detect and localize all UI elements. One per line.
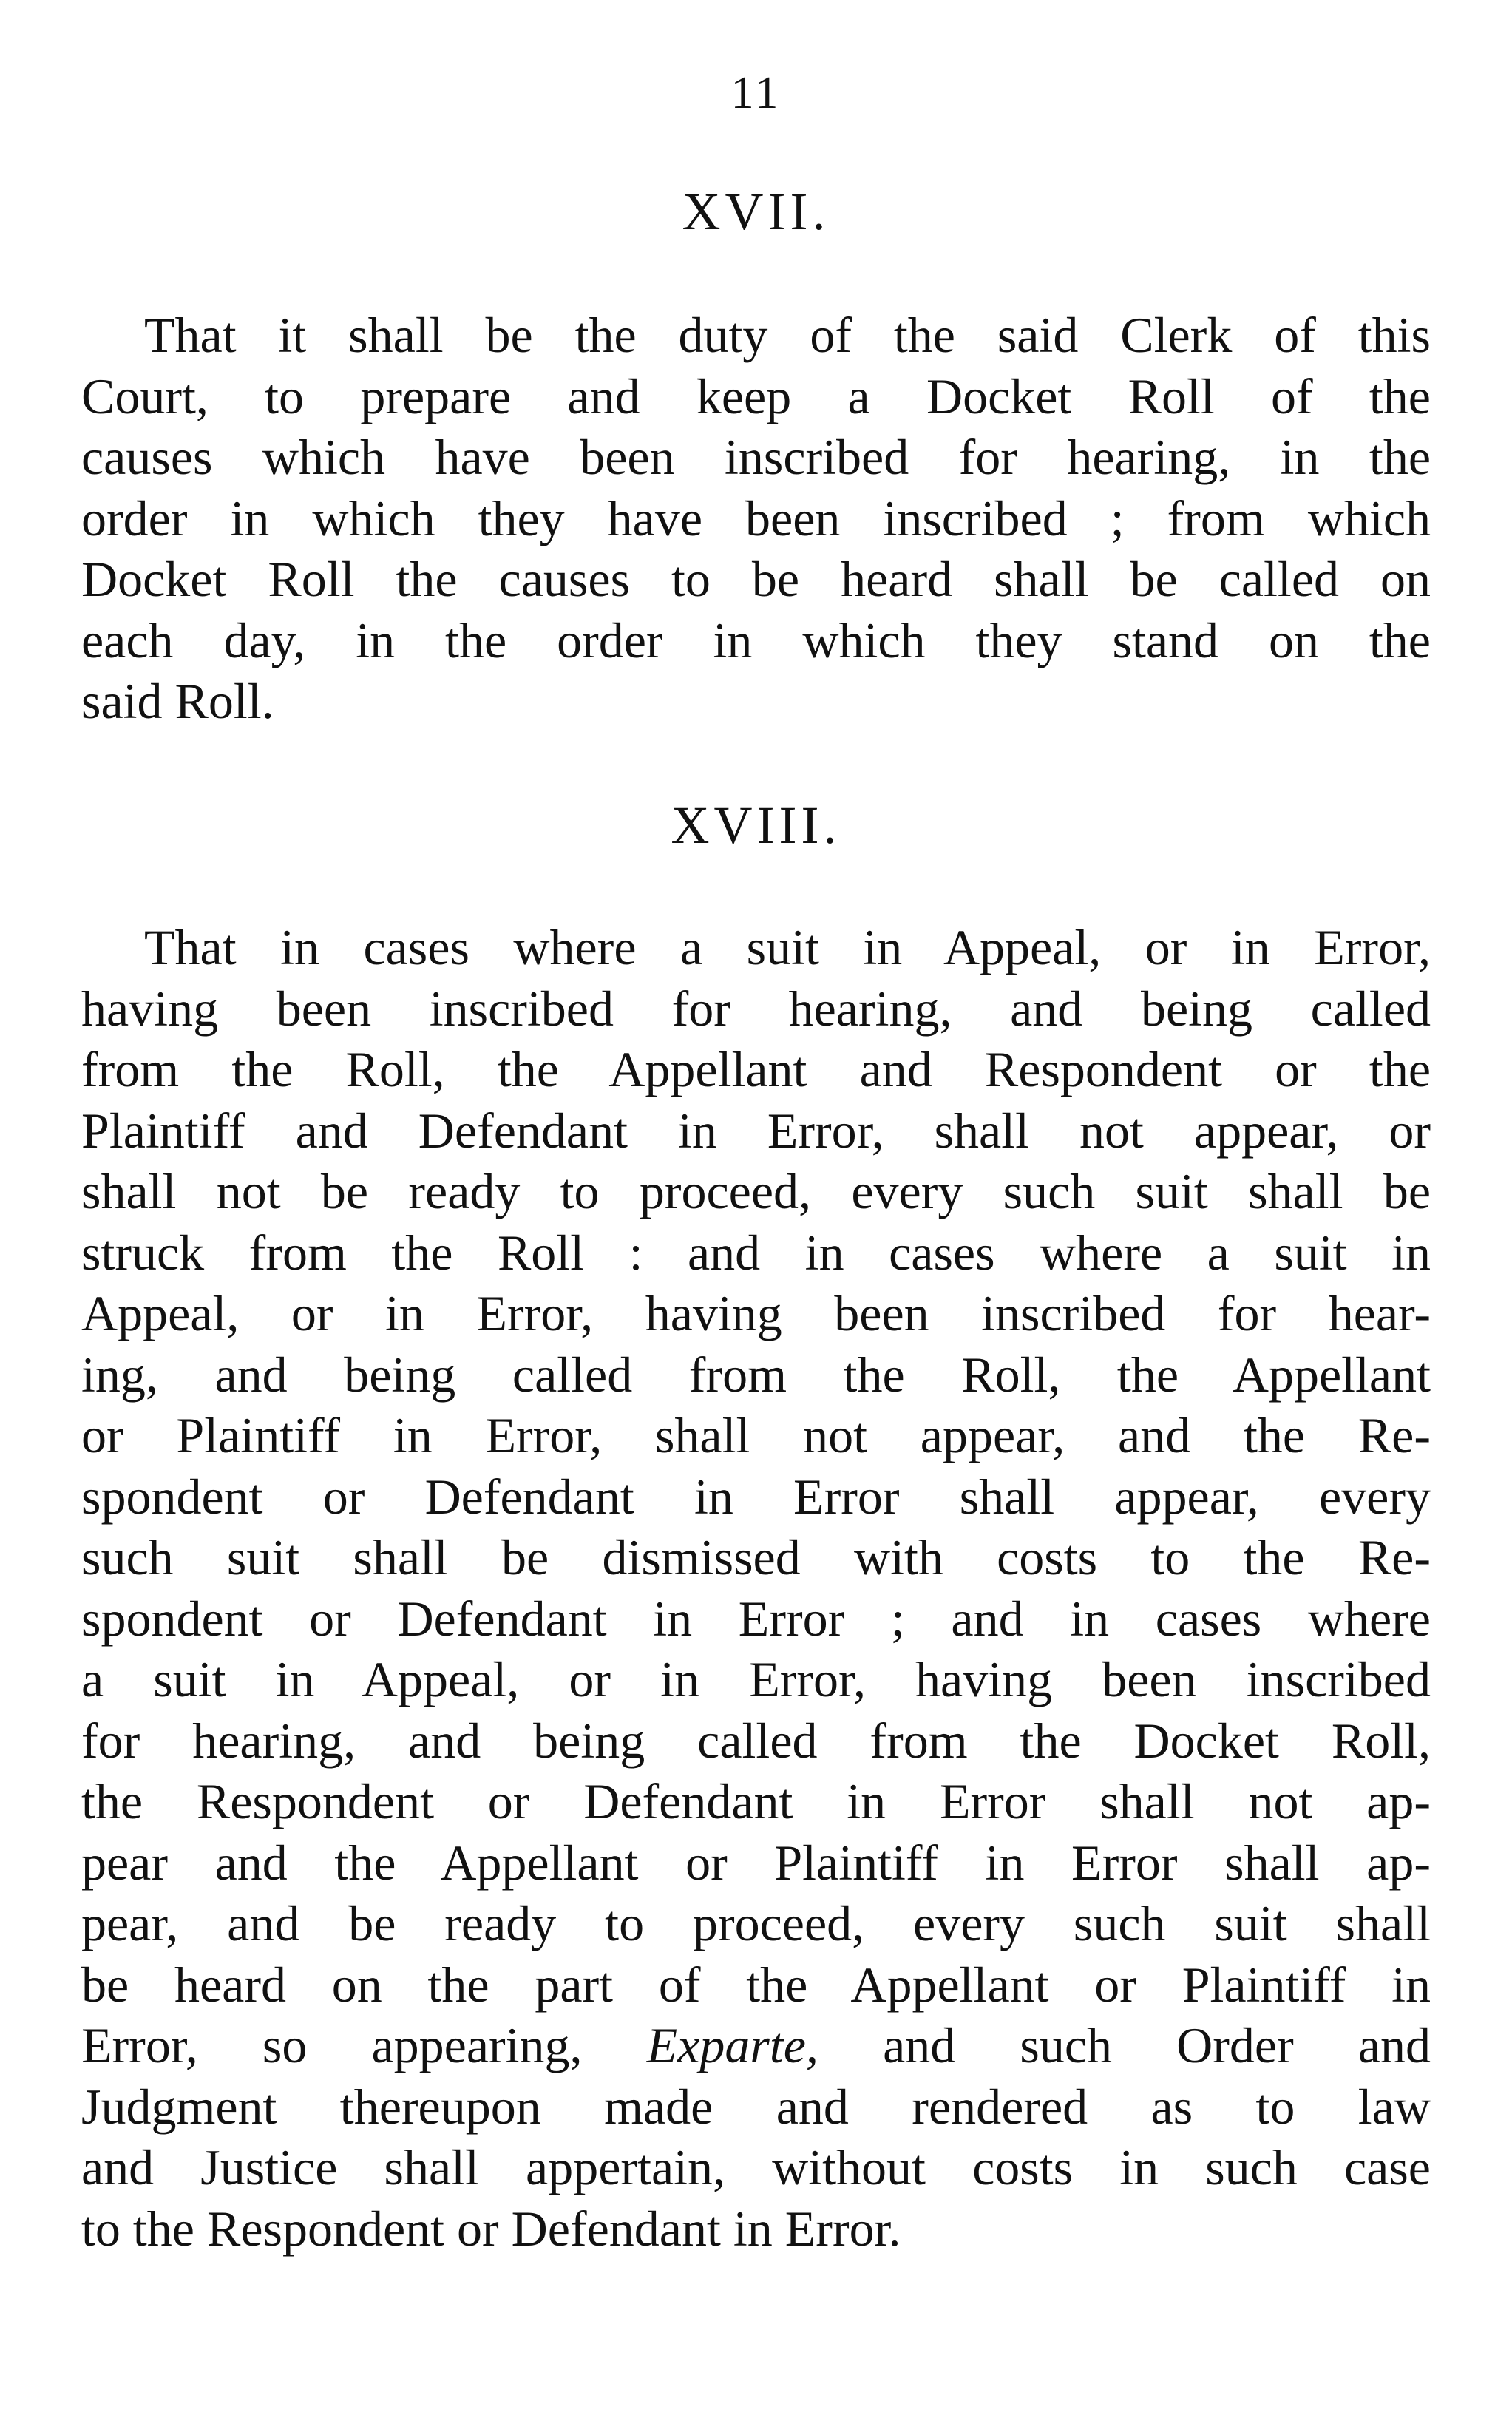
paragraph-line: spondent or Defendant in Error ; and in cases where xyxy=(81,1590,1431,1647)
paragraph-line: shall not be ready to proceed, every such suit shall be xyxy=(81,1163,1431,1219)
paragraph-line: ing, and being called from the Roll, the Appellant xyxy=(81,1346,1431,1403)
paragraph-line: the Respondent or Defendant in Error shall not ap- xyxy=(81,1773,1431,1829)
paragraph-line: from the Roll, the Appellant and Respondent or the xyxy=(81,1041,1431,1097)
paragraph-line: order in which they have been inscribed ; from which xyxy=(81,490,1431,546)
paragraph-line: for hearing, and being called from the Docket Roll, xyxy=(81,1712,1431,1769)
section-paragraph-xviii xyxy=(81,917,1431,2259)
paragraph-line: pear, and be ready to proceed, every such suit shall xyxy=(81,1895,1431,1951)
paragraph-line: be heard on the part of the Appellant or Plaintiff in xyxy=(81,1956,1431,2013)
paragraph-line-mixed xyxy=(81,2015,1431,2076)
paragraph-line: having been inscribed for hearing, and being called xyxy=(81,980,1431,1037)
paragraph-line: Court, to prepare and keep a Docket Roll of the xyxy=(81,367,1431,424)
paragraph-line: said Roll. xyxy=(81,673,274,729)
paragraph-line: to the Respondent or Defendant in Error. xyxy=(81,2200,901,2257)
section-heading-xvii: XVII. xyxy=(682,182,830,241)
section-heading-xviii: XVIII. xyxy=(671,796,841,855)
paragraph-line: struck from the Roll : and in cases where a suit in xyxy=(81,1224,1431,1281)
paragraph-line: such suit shall be dismissed with costs to the Re- xyxy=(81,1529,1431,1585)
paragraph-line: That in cases where a suit in Appeal, or in Error, xyxy=(144,919,1431,975)
paragraph-line: Plaintiff and Defendant in Error, shall not appear, or xyxy=(81,1102,1431,1159)
paragraph-line-part: and such Order and xyxy=(883,2017,1431,2073)
paragraph-line: causes which have been inscribed for hearing, in the xyxy=(81,429,1431,485)
paragraph-line: a suit in Appeal, or in Error, having been inscribed xyxy=(81,1651,1431,1707)
paragraph-line: and Justice shall appertain, without costs in such case xyxy=(81,2139,1431,2195)
paragraph-line-part: Error, so appearing, xyxy=(81,2017,583,2073)
paragraph-line: pear and the Appellant or Plaintiff in Error shall ap- xyxy=(81,1834,1431,1891)
page-number: 11 xyxy=(730,68,782,118)
paragraph-line: Judgment thereupon made and rendered as to law xyxy=(81,2078,1431,2135)
section-paragraph-xvii xyxy=(81,305,1431,732)
paragraph-line: Docket Roll the causes to be heard shall be called on xyxy=(81,551,1431,607)
paragraph-line: or Plaintiff in Error, shall not appear, and the Re- xyxy=(81,1407,1431,1463)
paragraph-line: Appeal, or in Error, having been inscribed for hear- xyxy=(81,1285,1431,1341)
paragraph-line: spondent or Defendant in Error shall appear, every xyxy=(81,1468,1431,1525)
paragraph-line: That it shall be the duty of the said Clerk of this xyxy=(144,307,1431,363)
paragraph-line: each day, in the order in which they stand on the xyxy=(81,612,1431,668)
italic-term: Exparte, xyxy=(646,2017,818,2073)
